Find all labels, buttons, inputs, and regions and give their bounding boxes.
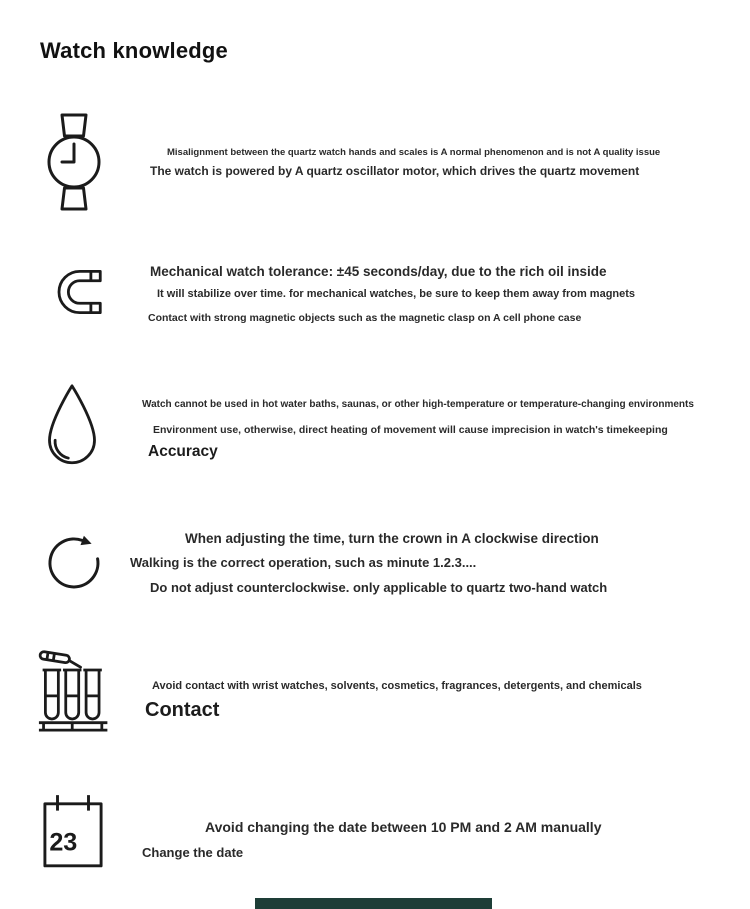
clockwise-instruction: When adjusting the time, turn the crown in A clockwise direction [185,531,599,546]
footer-accent-bar [255,898,492,909]
quartz-misalignment-note: Misalignment between the quartz watch hands and scales is A normal phenomenon and is not A quality issue [167,147,661,158]
page-title: Watch knowledge [40,38,228,63]
clockwise-arrow-icon [42,518,106,596]
quartz-motor-note: The watch is powered by A quartz oscillator motor, which drives the quartz movement [150,164,640,178]
magnet-icon [42,262,106,322]
accuracy-heading: Accuracy [148,443,218,460]
calendar-icon [42,790,104,870]
tolerance-heading: Mechanical watch tolerance: ±45 seconds/day, due to the rich oil inside [150,264,607,279]
magnet-stabilize-note: It will stabilize over time. for mechanical watches, be sure to keep them away from magnets [157,288,636,300]
water-drop-icon [42,380,102,478]
temperature-warning-note: Watch cannot be used in hot water baths, saunas, or other high-temperature or temperature-changing environments [142,399,694,410]
wristwatch-icon [42,112,106,212]
magnet-contact-note: Contact with strong magnetic objects such as the magnetic clasp on A cell phone case [148,312,582,324]
counterclockwise-warning: Do not adjust counterclockwise. only applicable to quartz two-hand watch [150,580,608,595]
walking-operation-note: Walking is the correct operation, such as minute 1.2.3.... [130,555,477,570]
environment-note: Environment use, otherwise, direct heating of movement will cause imprecision in watch's timekeeping [153,424,668,436]
calendar-day: 23 [49,828,78,857]
change-date-heading: Change the date [142,845,244,860]
chemicals-warning-note: Avoid contact with wrist watches, solvents, cosmetics, fragrances, detergents, and chemicals [152,680,642,692]
test-tubes-icon [38,645,112,743]
contact-heading: Contact [145,699,220,721]
date-change-warning: Avoid changing the date between 10 PM and 2 AM manually [205,819,602,835]
